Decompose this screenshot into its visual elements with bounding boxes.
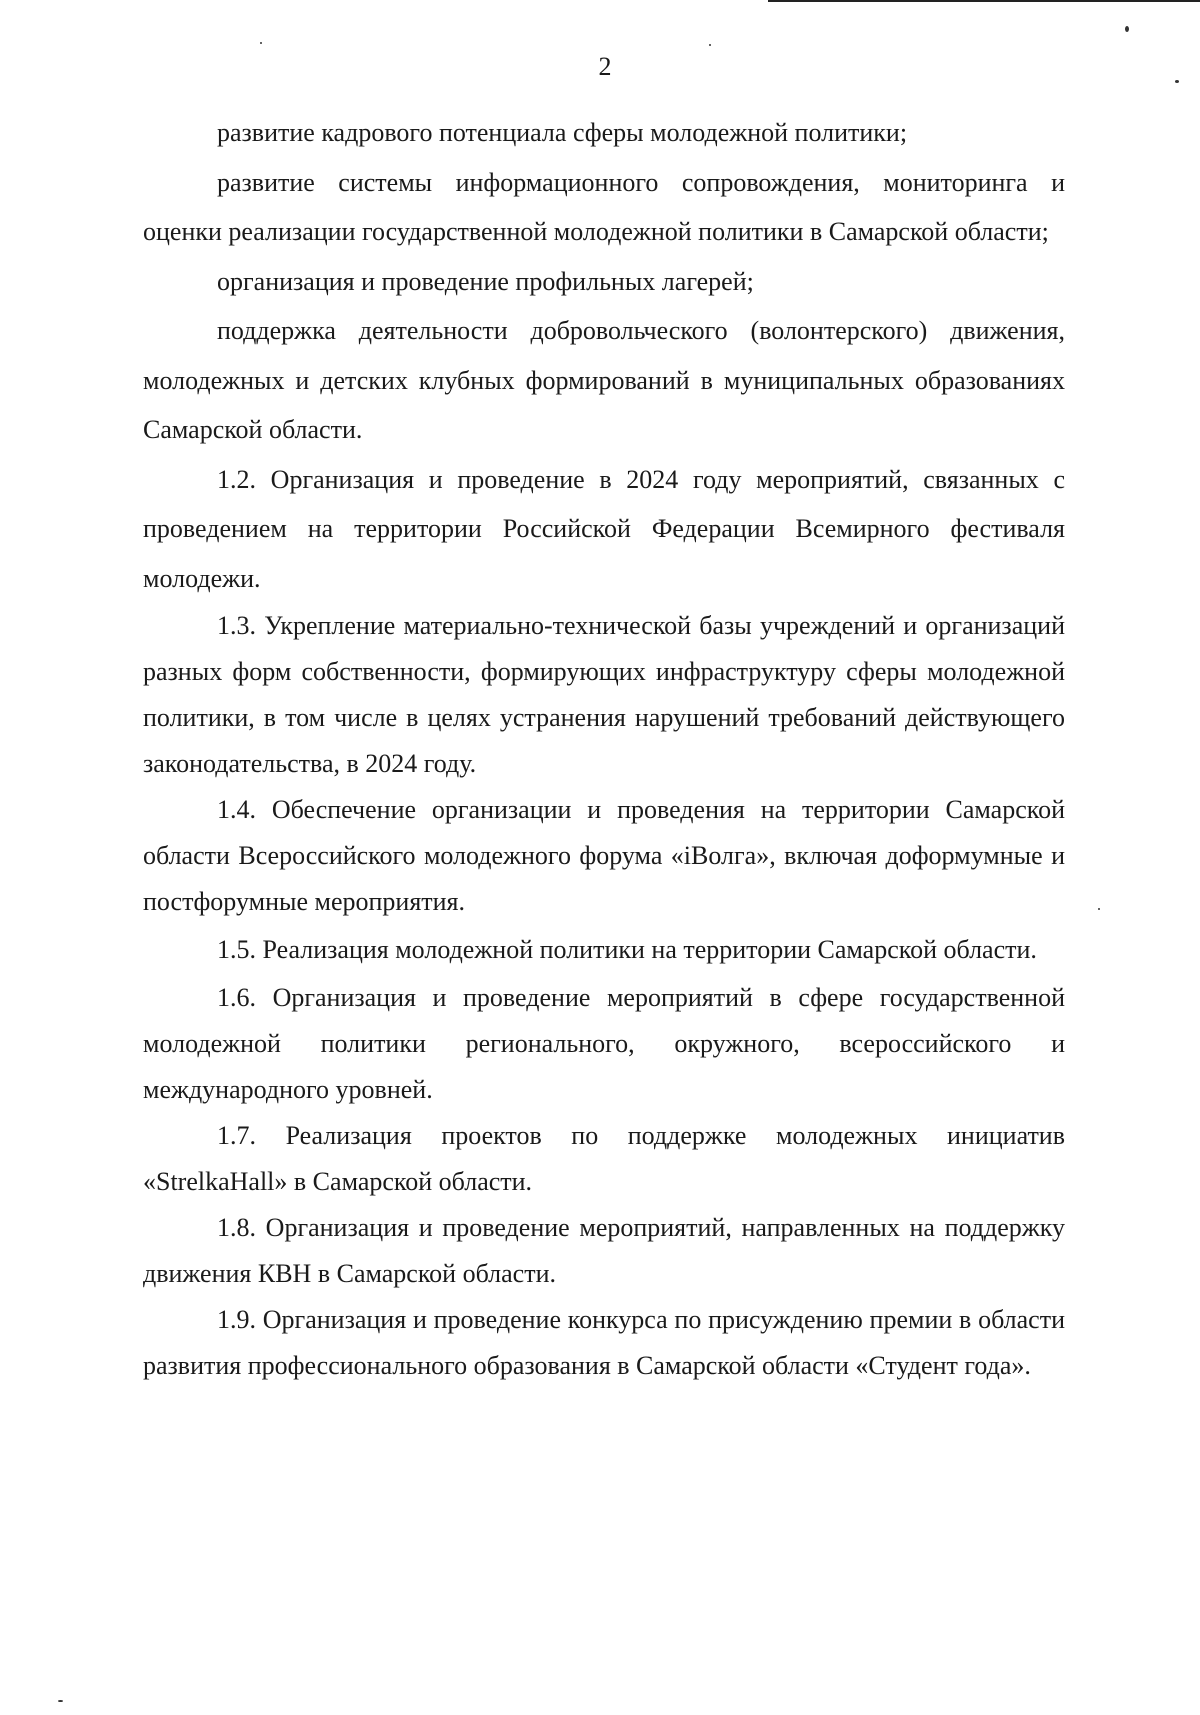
page-number: 2 xyxy=(598,52,612,81)
scan-speck xyxy=(1125,26,1129,32)
document-body xyxy=(143,108,1065,1389)
paragraph-1-4: 1.4. Обеспечение организации и проведения на территории Самарской области Всероссийского молодежного форума «iВолга», включая доформумные и постфорумные мероприятия. xyxy=(143,795,1065,916)
scan-speck xyxy=(1175,80,1179,83)
paragraph-1-3: 1.3. Укрепление материально-технической базы учреждений и организаций разных форм собственности, формирующих инфраструктуру сферы молодежной политики, в том числе в целях устранения нарушений требований действующего законодательства, в 2024 году. xyxy=(143,611,1065,778)
paragraph-1-7: 1.7. Реализация проектов по поддержке молодежных инициатив «StrelkaHall» в Самарской области. xyxy=(143,1120,1065,1196)
paragraph-1-9: 1.9. Организация и проведение конкурса по присуждению премии в области развития профессионального образования в Самарской области «Студент года». xyxy=(143,1304,1065,1380)
paragraph-personnel: развитие кадрового потенциала сферы молодежной политики; xyxy=(217,118,908,147)
paragraph-1-5: 1.5. Реализация молодежной политики на территории Самарской области. xyxy=(217,935,1037,964)
scan-speck xyxy=(1098,908,1100,910)
paragraph-monitoring: развитие системы информационного сопровождения, мониторинга и оценки реализации государственной молодежной политики в Самарской области; xyxy=(143,167,1065,246)
scan-speck xyxy=(709,44,711,46)
paragraph-1-2: 1.2. Организация и проведение в 2024 году мероприятий, связанных с проведением на территории Российской Федерации Всемирного фестиваля молодежи. xyxy=(143,464,1065,593)
scan-speck xyxy=(58,1700,63,1702)
paragraph-1-6: 1.6. Организация и проведение мероприятий в сфере государственной молодежной политики регионального, окружного, всероссийского и международного уровней. xyxy=(143,982,1065,1104)
scan-speck xyxy=(260,42,262,44)
paragraph-1-8: 1.8. Организация и проведение мероприятий, направленных на поддержку движения КВН в Самарской области. xyxy=(143,1212,1065,1288)
top-edge-rule xyxy=(768,0,1200,2)
paragraph-camps: организация и проведение профильных лагерей; xyxy=(217,266,754,296)
paragraph-volunteer-support: поддержка деятельности добровольческого (волонтерского) движения, молодежных и детских клубных формирований в муниципальных образованиях Самарской области. xyxy=(143,316,1065,444)
